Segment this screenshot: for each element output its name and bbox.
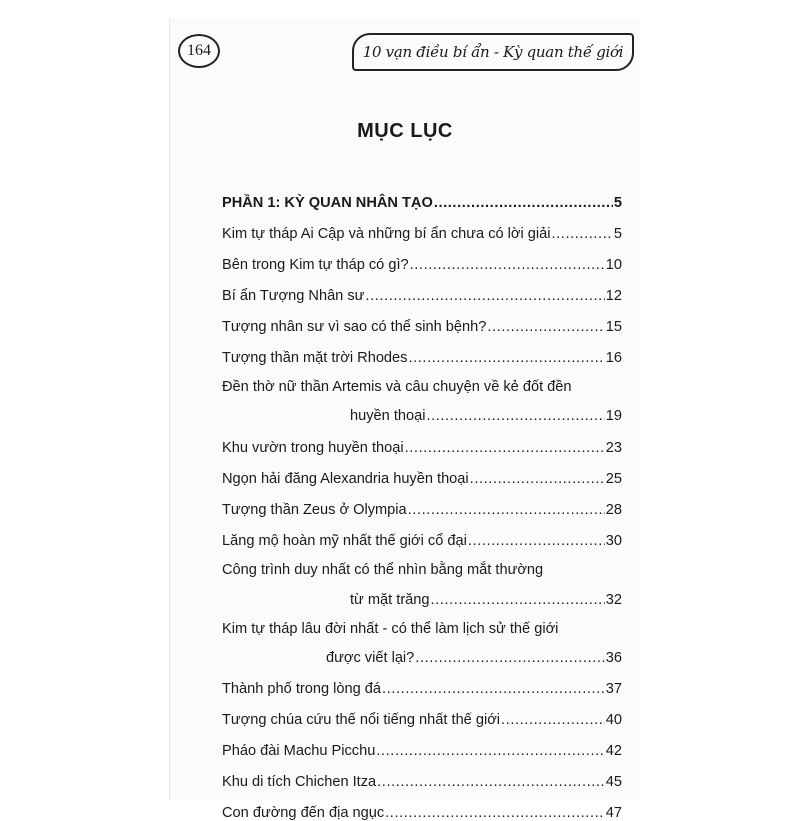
toc-entry-label: Ngọn hải đăng Alexandria huyền thoại (222, 471, 469, 487)
toc-entry[interactable] (222, 805, 622, 821)
leader-dots (405, 440, 605, 456)
leader-dots (487, 319, 604, 335)
toc-entry-label: Lăng mộ hoàn mỹ nhất thế giới cổ đại (222, 533, 467, 549)
toc-entry[interactable] (222, 319, 622, 335)
toc-entry[interactable] (350, 408, 622, 424)
leader-dots (431, 592, 605, 608)
toc-entry[interactable] (222, 502, 622, 518)
toc-entry-label: Bí ẩn Tượng Nhân sư (222, 288, 365, 304)
leader-dots (552, 226, 613, 242)
toc-entry-label: từ mặt trăng (350, 592, 430, 608)
leader-dots (382, 681, 605, 697)
toc-entry-label: được viết lại? (326, 650, 415, 666)
toc-entry-label: Con đường đến địa ngục (222, 805, 385, 821)
leader-dots (468, 533, 605, 549)
toc-entry[interactable] (222, 440, 622, 456)
toc-page-number: 5 (613, 226, 622, 242)
leader-dots (408, 502, 605, 518)
toc-entry-first-line[interactable]: Kim tự tháp lâu đời nhất - có thể làm lịch sử thế giới (222, 621, 559, 637)
book-title-banner: 10 vạn điều bí ẩn - Kỳ quan thế giới (352, 33, 634, 71)
leader-dots (410, 257, 605, 273)
leader-dots (365, 288, 604, 304)
toc-entry[interactable] (222, 288, 622, 304)
toc-page-number: 15 (605, 319, 622, 335)
toc-entry-label: Tượng thần mặt trời Rhodes (222, 350, 408, 366)
toc-entry-first-line[interactable]: Đền thờ nữ thần Artemis và câu chuyện về kẻ đốt đền (222, 379, 572, 395)
toc-page-number: 10 (605, 257, 622, 273)
toc-entry-label: Pháo đài Machu Picchu (222, 743, 376, 759)
toc-entry[interactable] (222, 681, 622, 697)
toc-entry-label: Kim tự tháp Ai Cập và những bí ẩn chưa có lời giải (222, 226, 551, 242)
leader-dots (408, 350, 604, 366)
toc-entry[interactable] (222, 743, 622, 759)
toc-entry[interactable] (222, 774, 622, 790)
toc-page-number: 28 (605, 502, 622, 518)
toc-page-number: 45 (605, 774, 622, 790)
toc-page-number: 19 (605, 408, 622, 424)
toc-entry[interactable] (222, 257, 622, 273)
leader-dots (470, 471, 605, 487)
toc-page-number: 36 (605, 650, 622, 666)
toc-page-number: 25 (605, 471, 622, 487)
toc-entry-label: Khu vườn trong huyền thoại (222, 440, 404, 456)
toc-entry-label: Tượng thần Zeus ở Olympia (222, 502, 407, 518)
toc-entry[interactable] (222, 712, 622, 728)
leader-dots (385, 805, 605, 821)
leader-dots (376, 743, 604, 759)
leader-dots (501, 712, 605, 728)
leader-dots (377, 774, 605, 790)
toc-entry[interactable] (222, 533, 622, 549)
toc-entry-label: huyền thoại (350, 408, 426, 424)
toc-part-label: PHẦN 1: KỲ QUAN NHÂN TẠO (222, 195, 433, 211)
toc-page-number: 5 (613, 195, 622, 211)
toc-page-number: 32 (605, 592, 622, 608)
toc-entry-label: Bên trong Kim tự tháp có gì? (222, 257, 409, 273)
toc-page-number: 37 (605, 681, 622, 697)
toc-page-number: 40 (605, 712, 622, 728)
toc-page-number: 23 (605, 440, 622, 456)
toc-entry[interactable] (350, 592, 622, 608)
toc-page-number: 16 (605, 350, 622, 366)
page-number: 164 (178, 34, 220, 68)
toc-entry-first-line[interactable]: Công trình duy nhất có thể nhìn bằng mắt thường (222, 562, 544, 578)
leader-dots (415, 650, 604, 666)
toc-page-number: 47 (605, 805, 622, 821)
toc-entry[interactable] (222, 226, 622, 242)
book-page (170, 18, 640, 821)
leader-dots (426, 408, 604, 424)
toc-entry-label: Thành phố trong lòng đá (222, 681, 382, 697)
toc-entry[interactable] (222, 350, 622, 366)
toc-entry-label: Khu di tích Chichen Itza (222, 774, 377, 790)
toc-entry-label: Tượng nhân sư vì sao có thể sinh bệnh? (222, 319, 487, 335)
toc-entry[interactable] (222, 471, 622, 487)
leader-dots (434, 195, 613, 211)
toc-part-heading[interactable] (222, 195, 622, 211)
toc-title: MỤC LỤC (357, 120, 453, 142)
toc-page-number: 12 (605, 288, 622, 304)
toc-page-number: 30 (605, 533, 622, 549)
toc-page-number: 42 (605, 743, 622, 759)
toc-entry-label: Tượng chúa cứu thế nổi tiếng nhất thế giới (222, 712, 501, 728)
toc-entry[interactable] (326, 650, 622, 666)
